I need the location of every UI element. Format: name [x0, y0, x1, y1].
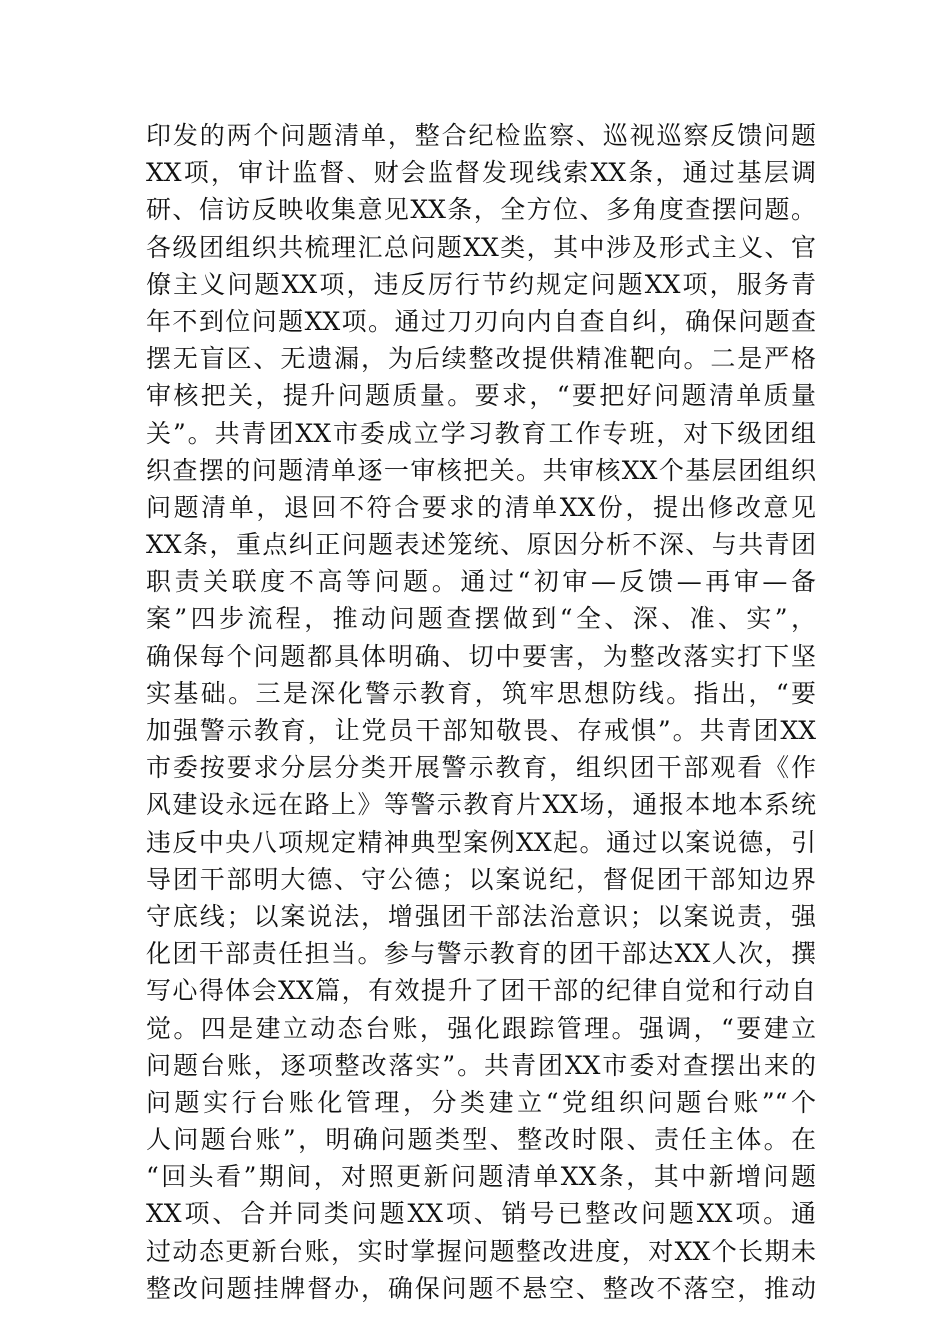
text-line: 研、信访反映收集意见XX条，全方位、多角度查摆问题。 — [146, 195, 816, 225]
text-line: 觉。四是建立动态台账，强化跟踪管理。强调，“要建立 — [146, 1013, 816, 1043]
text-line: 风建设永远在路上》等警示教育片XX场，通报本地本系统 — [146, 790, 816, 820]
text-line: XX条，重点纠正问题表述笼统、原因分析不深、与共青团 — [146, 530, 816, 560]
text-line: 违反中央八项规定精神典型案例XX起。通过以案说德，引 — [146, 827, 816, 857]
text-line: 过动态更新台账，实时掌握问题整改进度，对XX个长期未 — [146, 1236, 816, 1266]
text-line: 案”四步流程，推动问题查摆做到“全、深、准、实”， — [146, 604, 816, 634]
text-line: 导团干部明大德、守公德；以案说纪，督促团干部知边界 — [146, 864, 816, 894]
text-line: 人问题台账”，明确问题类型、整改时限、责任主体。在 — [146, 1125, 816, 1155]
text-line: 僚主义问题XX项，违反厉行节约规定问题XX项，服务青 — [146, 269, 816, 299]
text-line: 守底线；以案说法，增强团干部法治意识；以案说责，强 — [146, 901, 816, 931]
text-line: 各级团组织共梳理汇总问题XX类，其中涉及形式主义、官 — [146, 232, 816, 262]
text-line: 实基础。三是深化警示教育，筑牢思想防线。指出，“要 — [146, 678, 816, 708]
text-line: 职责关联度不高等问题。通过“初审—反馈—再审—备 — [146, 567, 816, 597]
text-line: 写心得体会XX篇，有效提升了团干部的纪律自觉和行动自 — [146, 976, 816, 1006]
text-line: 问题清单，退回不符合要求的清单XX份，提出修改意见 — [146, 492, 816, 522]
text-line: XX项、合并同类问题XX项、销号已整改问题XX项。通 — [146, 1199, 816, 1229]
text-line: 化团干部责任担当。参与警示教育的团干部达XX人次，撰 — [146, 939, 816, 969]
text-line: 问题台账，逐项整改落实”。共青团XX市委对查摆出来的 — [146, 1050, 816, 1080]
text-line: 关”。共青团XX市委成立学习教育工作专班，对下级团组 — [146, 418, 816, 448]
text-line: XX项，审计监督、财会监督发现线索XX条，通过基层调 — [146, 158, 816, 188]
text-line: 年不到位问题XX项。通过刀刃向内自查自纠，确保问题查 — [146, 306, 816, 336]
text-line: 市委按要求分层分类开展警示教育，组织团干部观看《作 — [146, 753, 816, 783]
text-line: 确保每个问题都具体明确、切中要害，为整改落实打下坚 — [146, 641, 816, 671]
text-line: 加强警示教育，让党员干部知敬畏、存戒惧”。共青团XX — [146, 716, 816, 745]
text-line: “回头看”期间，对照更新问题清单XX条，其中新增问题 — [146, 1162, 816, 1192]
text-line: 摆无盲区、无遗漏，为后续整改提供精准靶向。二是严格 — [146, 344, 816, 374]
text-line: 整改问题挂牌督办，确保问题不悬空、整改不落空，推动 — [146, 1273, 816, 1303]
text-line: 问题实行台账化管理，分类建立“党组织问题台账”“个 — [146, 1087, 816, 1117]
text-line: 织查摆的问题清单逐一审核把关。共审核XX个基层团组织 — [146, 455, 816, 485]
text-line: 审核把关，提升问题质量。要求，“要把好问题清单质量 — [146, 381, 816, 411]
text-line: 印发的两个问题清单，整合纪检监察、巡视巡察反馈问题 — [146, 121, 816, 150]
body-paragraph — [146, 117, 816, 1307]
